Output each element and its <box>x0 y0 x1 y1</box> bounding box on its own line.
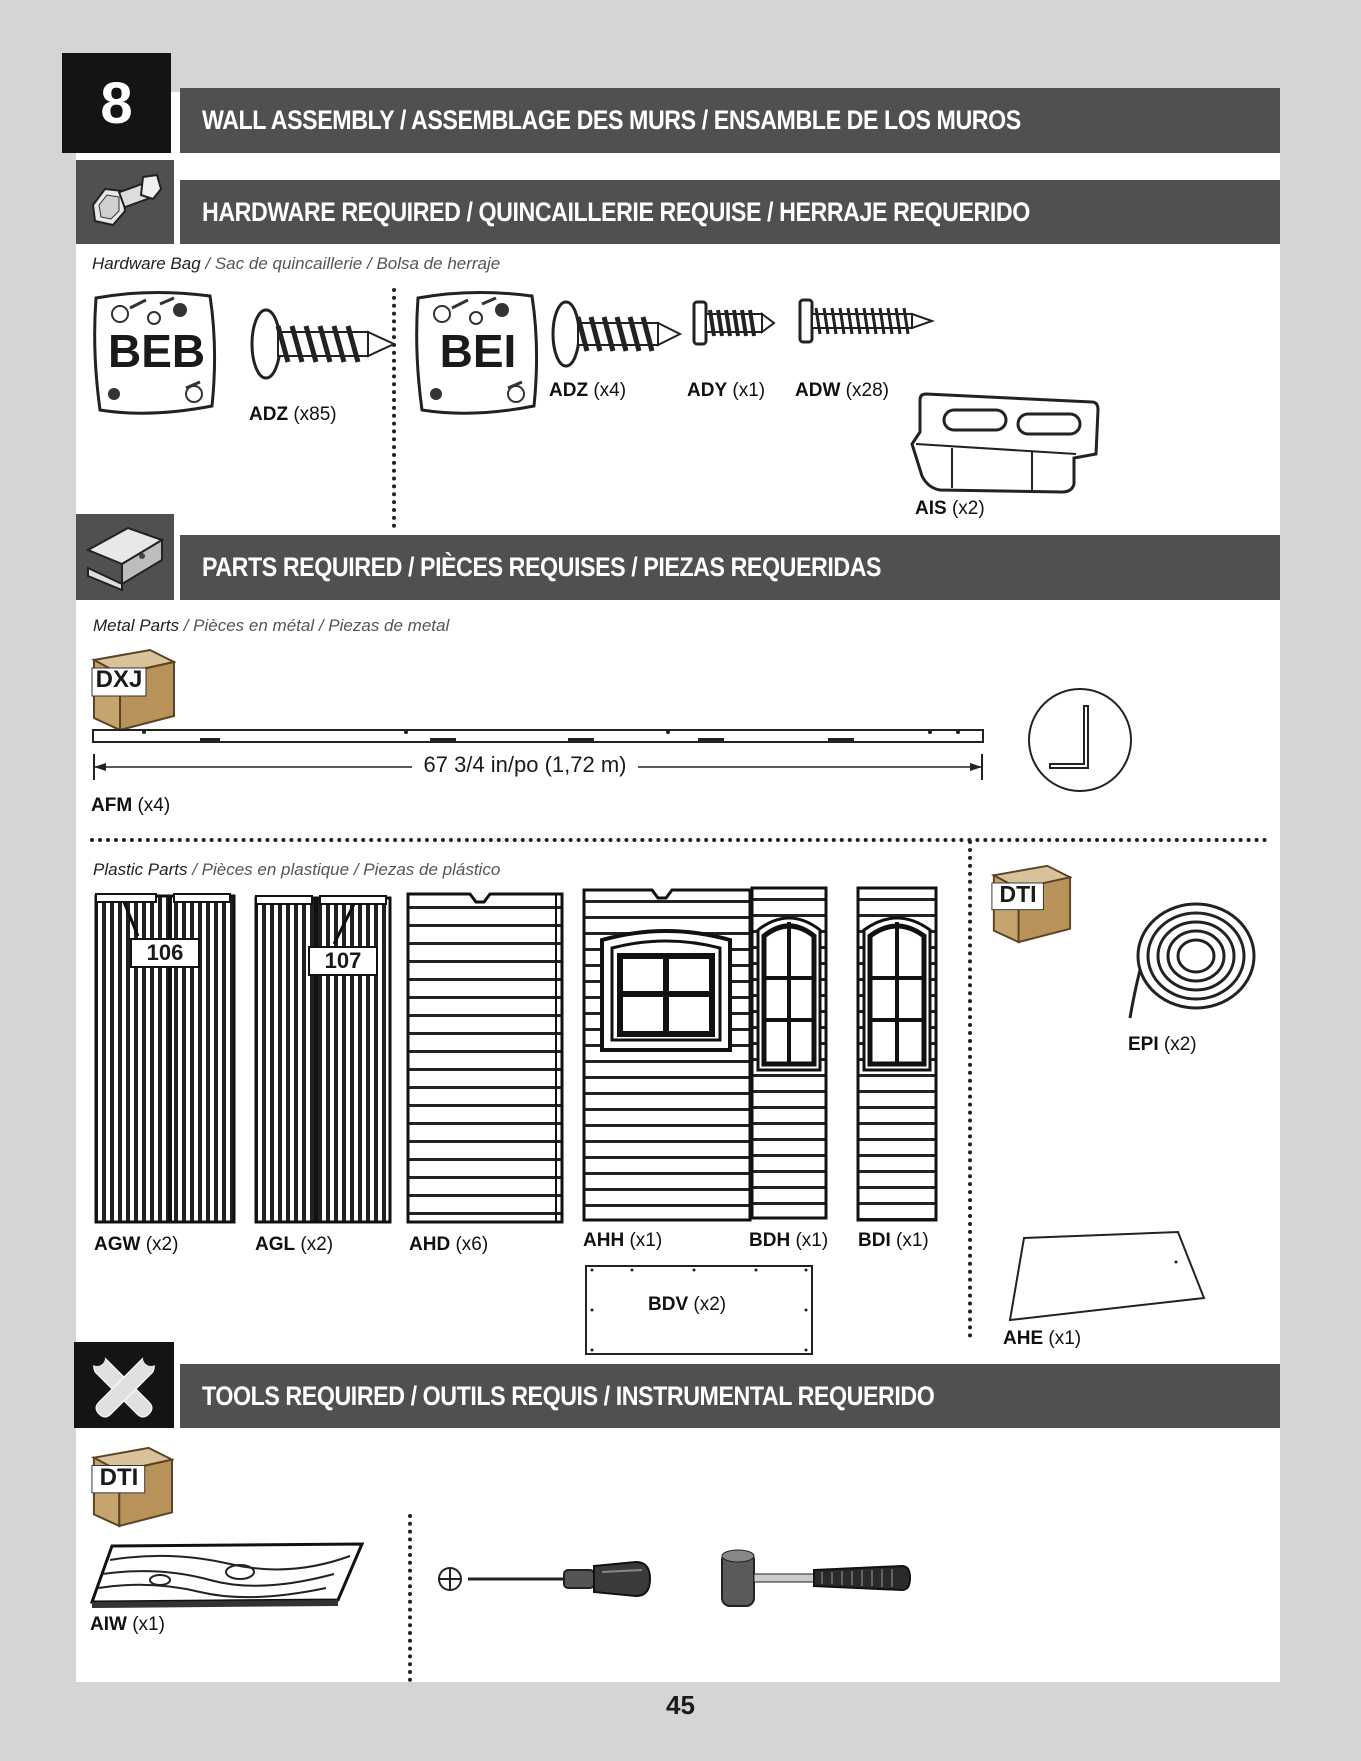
screw-adz-icon <box>248 304 398 384</box>
metal-parts-caption: Metal Parts / Pièces en métal / Piezas de metal <box>93 616 450 635</box>
label-bdv-2: BDV (x2) <box>648 1294 727 1315</box>
plastic-parts-caption: Plastic Parts / Pièces en plastique / Piezas de plástico <box>93 860 501 879</box>
label-ais-2: AIS (x2) <box>915 498 985 519</box>
bracket-ais-icon <box>906 388 1100 498</box>
box-label-dxj: DXJ <box>95 666 143 693</box>
panel-number-106: 106 <box>130 938 200 968</box>
label-agl-2: AGL (x2) <box>255 1234 334 1255</box>
parts-icon-box <box>76 514 174 600</box>
label-ahh-1: AHH (x1) <box>583 1230 663 1251</box>
label-adw-28: ADW (x28) <box>795 380 889 401</box>
box-label-dti-parts: DTI <box>999 881 1037 907</box>
hardware-bag-bei <box>412 288 542 420</box>
phillips-screwdriver-icon <box>436 1556 652 1602</box>
label-ady-1: ADY (x1) <box>687 380 766 401</box>
sheet-ahe-icon <box>1004 1228 1210 1324</box>
label-aiw-1: AIW (x1) <box>90 1614 165 1635</box>
afm-dimension-line <box>92 752 984 782</box>
step-number: 8 <box>62 53 171 153</box>
section-title-hardware: HARDWARE REQUIRED / QUINCAILLERIE REQUISE / HERRAJE REQUERIDO <box>180 180 1280 244</box>
hardware-icon-box <box>76 160 174 244</box>
label-agw-2: AGW (x2) <box>94 1234 179 1255</box>
label-ahe-1: AHE (x1) <box>1003 1328 1082 1349</box>
panel-agl <box>254 894 392 1226</box>
bag-label-beb: BEB <box>108 325 206 377</box>
label-bdi-1: BDI (x1) <box>858 1230 929 1251</box>
angle-bracket-icon <box>82 520 168 594</box>
box-label-dti-tools: DTI <box>99 1464 139 1491</box>
plastic-vertical-divider <box>968 840 972 1338</box>
label-afm-4: AFM (x4) <box>91 795 171 816</box>
screw-ady-icon <box>690 298 776 348</box>
panel-ahh <box>582 888 752 1224</box>
panel-bdh <box>750 886 828 1222</box>
wood-block-aiw-icon <box>90 1540 366 1610</box>
hardware-divider <box>392 288 396 528</box>
label-bdh-1: BDH (x1) <box>749 1230 829 1251</box>
box-dti-parts-icon <box>990 862 1072 944</box>
tools-icon-box <box>74 1342 174 1428</box>
wrench-icon <box>87 1348 161 1422</box>
box-dti-tools-icon <box>90 1444 174 1528</box>
page-number: 45 <box>666 1690 695 1720</box>
label-adz-4: ADZ (x4) <box>549 380 627 401</box>
plastic-section-divider <box>90 838 1268 842</box>
hardware-bag-beb <box>90 288 220 420</box>
box-dxj-icon <box>90 646 176 732</box>
tools-divider <box>408 1514 412 1682</box>
panel-ahd <box>406 892 564 1226</box>
afm-profile-detail <box>1026 686 1134 794</box>
bag-label-bei: BEI <box>439 325 517 377</box>
afm-dimension-text: 67 3/4 in/po (1,72 m) <box>423 752 627 777</box>
section-title-parts: PARTS REQUIRED / PIÈCES REQUISES / PIEZAS REQUERIDAS <box>180 535 1280 600</box>
rubber-mallet-icon <box>718 1546 914 1612</box>
panel-bdv <box>584 1264 814 1356</box>
label-adz-85: ADZ (x85) <box>249 404 337 425</box>
hardware-bag-caption: Hardware Bag / Sac de quincaillerie / Bolsa de herraje <box>92 254 501 273</box>
panel-number-107: 107 <box>308 946 378 976</box>
section-title-wall-assembly: WALL ASSEMBLY / ASSEMBLAGE DES MURS / ENSAMBLE DE LOS MUROS <box>180 88 1280 153</box>
coil-epi-icon <box>1126 898 1260 1022</box>
screw-adz-small-icon <box>550 296 684 372</box>
panel-agw <box>94 892 236 1226</box>
section-title-tools: TOOLS REQUIRED / OUTILS REQUIS / INSTRUMENTAL REQUERIDO <box>180 1364 1280 1428</box>
panel-bdi <box>856 886 938 1224</box>
label-ahd-6: AHD (x6) <box>409 1234 489 1255</box>
screw-adw-icon <box>796 296 936 346</box>
bolt-nut-icon <box>85 167 165 237</box>
label-epi-2: EPI (x2) <box>1128 1034 1197 1055</box>
